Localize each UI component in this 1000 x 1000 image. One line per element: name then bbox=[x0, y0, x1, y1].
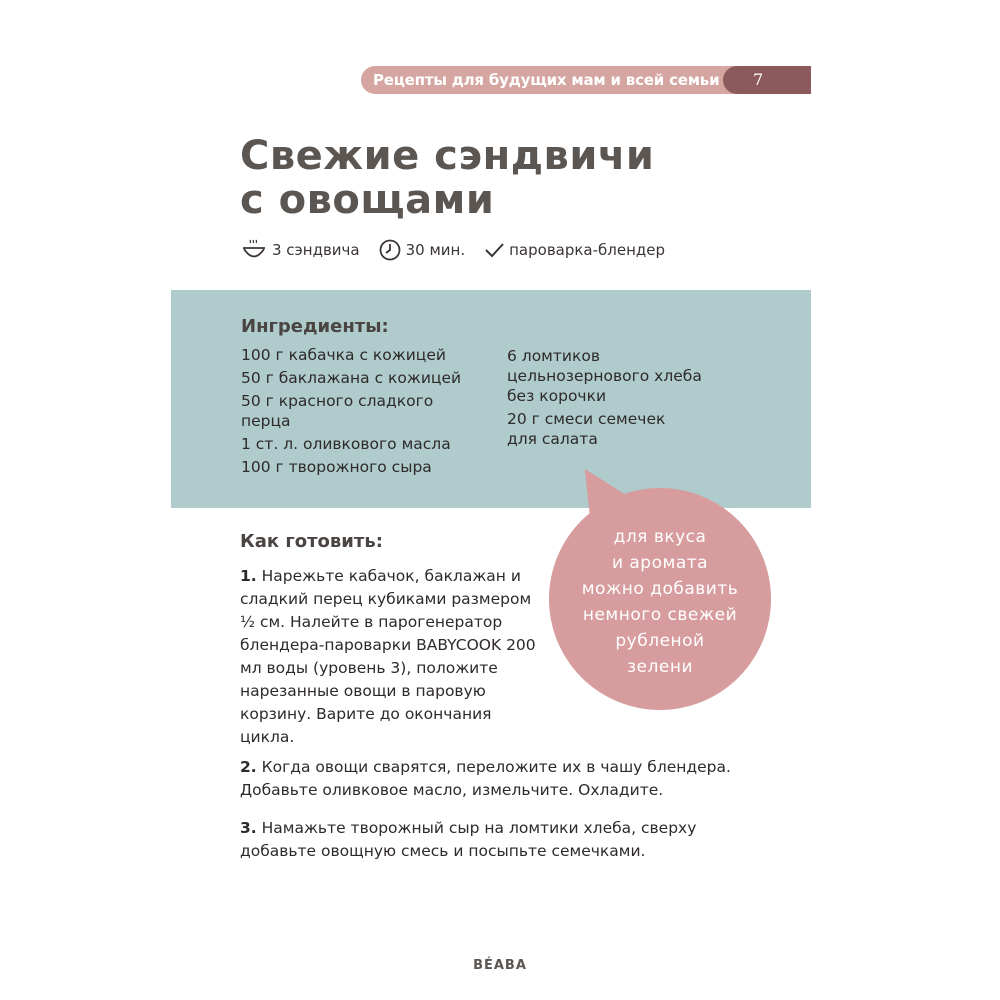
ingredient-item: 50 г красного сладкого перца bbox=[241, 392, 434, 430]
bowl-icon bbox=[240, 238, 268, 262]
recipe-meta bbox=[240, 238, 683, 262]
ingredients-heading: Ингредиенты: bbox=[241, 316, 389, 337]
tip-bubble bbox=[549, 488, 771, 710]
method-step bbox=[240, 817, 760, 863]
step-number: 2. bbox=[240, 758, 257, 776]
ingredient-item: 6 ломтиков цельнозернового хлеба без корочки bbox=[507, 347, 702, 405]
ingredients-list-left bbox=[241, 345, 481, 480]
ingredient-item: 100 г кабачка с кожицей bbox=[241, 346, 446, 364]
servings-text: 3 сэндвича bbox=[272, 241, 360, 259]
step-text: Нарежьте кабачок, баклажан и сладкий перец кубиками размером ½ см. Налейте в парогенератор блендера-пароварки BABYCOOK 200 мл воды (уровень 3), положите нарезанные овощи в паровую корзину. Варите до окончания цикла. bbox=[240, 567, 536, 746]
ingredient-item: 1 ст. л. оливкового масла bbox=[241, 435, 451, 453]
method-step bbox=[240, 756, 760, 802]
ingredients-list-right bbox=[507, 346, 747, 452]
ingredients-panel bbox=[171, 290, 811, 508]
step-number: 3. bbox=[240, 819, 257, 837]
check-icon bbox=[483, 239, 505, 261]
method-heading: Как готовить: bbox=[240, 531, 383, 552]
step-text: Когда овощи сварятся, переложите их в чашу блендера. Добавьте оливковое масло, измельчите. Охладите. bbox=[240, 758, 731, 799]
brand-logo: BÉABA bbox=[473, 958, 527, 973]
recipe-title bbox=[240, 134, 654, 222]
recipe-title-line-2: с овощами bbox=[240, 177, 495, 223]
method-step bbox=[240, 565, 550, 749]
step-number: 1. bbox=[240, 567, 257, 585]
tip-text: для вкуса и аромата можно добавить немного свежей рубленой зелени bbox=[581, 527, 739, 677]
clock-icon bbox=[378, 238, 402, 262]
equipment-info bbox=[483, 239, 665, 261]
step-text: Намажьте творожный сыр на ломтики хлеба, сверху добавьте овощную смесь и посыпьте семечками. bbox=[240, 819, 697, 860]
ingredient-item: 20 г смеси семечек для салата bbox=[507, 410, 666, 448]
section-header-bar bbox=[361, 66, 811, 94]
time-info bbox=[378, 238, 466, 262]
time-text: 30 мин. bbox=[405, 241, 466, 259]
servings-info bbox=[240, 238, 360, 262]
ingredient-item: 100 г творожного сыра bbox=[241, 458, 432, 476]
section-title: Рецепты для будущих мам и всей семьи bbox=[373, 71, 720, 89]
page-number: 7 bbox=[753, 70, 764, 89]
equipment-text: пароварка-блендер bbox=[509, 241, 666, 259]
ingredient-item: 50 г баклажана с кожицей bbox=[241, 369, 462, 387]
page-number-tab bbox=[723, 66, 811, 94]
recipe-title-line-1: Свежие сэндвичи bbox=[240, 133, 655, 179]
